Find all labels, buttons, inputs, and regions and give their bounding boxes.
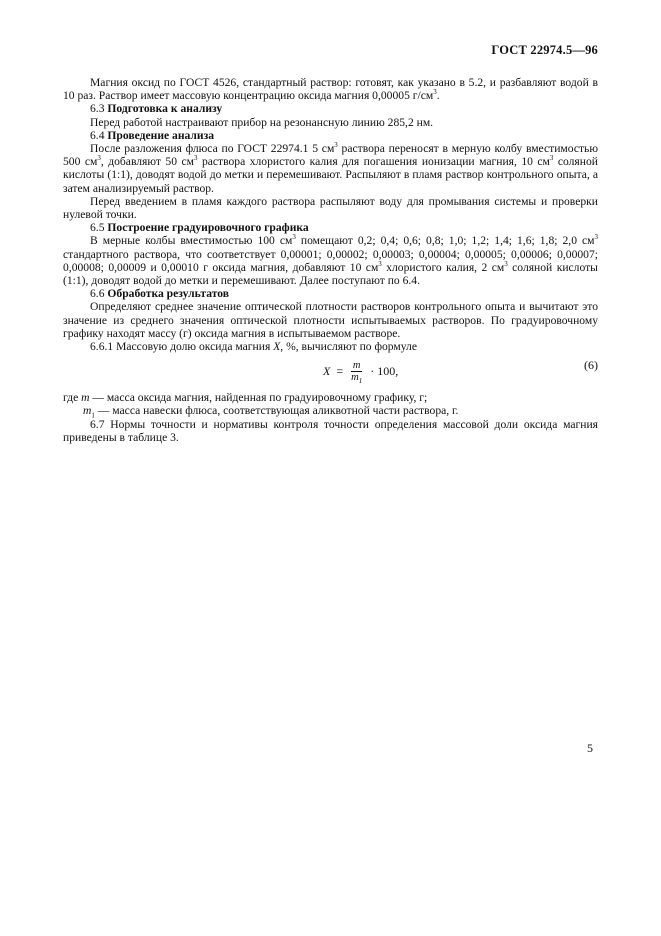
formula-rest: · 100, — [370, 364, 399, 379]
paragraph-magnesium-oxide — [63, 76, 598, 102]
text: помещают 0,2; 0,4; 0,6; 0,8; 1,0; 1,2; 1,4; 1,6; 1,8; 2,0 см — [295, 234, 595, 248]
section-title: Построение градуировочного графика — [107, 221, 309, 235]
document-header: ГОСТ 22974.5—96 — [491, 43, 598, 57]
superscript: 3 — [433, 88, 437, 97]
text: — масса оксида магния, найденная по градуировочному графику, г; — [92, 391, 428, 405]
text: стандартного раствора, что соответствует 0,00001; 0,00002; 0,00003; 0,00004; 0,00005; 0,00006; 0,00007; 0,00008; 0,00009 и 0,00010 г оксида магния, добавляют 10 см — [63, 247, 598, 274]
section-number: 6.5 — [90, 221, 105, 235]
text: 6.6.1 Массовую долю оксида магния — [90, 340, 271, 354]
text: После разложения флюса по ГОСТ 22974.1 5 см — [90, 142, 335, 156]
fraction-numerator: m — [352, 360, 361, 372]
text: соляной кислоты (1:1), доводят водой до метки и перемешивают. Далее поступают по 6.4. — [63, 260, 598, 288]
text: , %, вычисляют по формуле — [280, 340, 417, 354]
paragraph-6-6: Определяют среднее значение оптической плотности растворов контрольного опыта и вычитают это значение из среднего значения оптической плотности испытываемых растворов. По градуировочному графику находят массу (г) оксида магния в испытываемом растворе. — [63, 300, 598, 340]
text: раствора переносят в мерную колбу вместимостью 500 см — [63, 142, 598, 169]
paragraph-6-4-water: Перед введением в пламя каждого раствора распыляют воду для промывания системы и проверки нулевой точки. — [63, 194, 598, 222]
where-m1 — [63, 404, 598, 420]
formula-expression — [323, 360, 399, 386]
formula-equals: = — [336, 364, 344, 379]
document-body — [63, 76, 598, 444]
section-6-6-heading — [63, 287, 598, 300]
text: раствора хлористого калия для погашения ионизации магния, 10 см — [197, 155, 550, 169]
formula-lhs: X — [323, 364, 331, 379]
variable: X — [273, 340, 281, 354]
section-6-3-heading — [63, 102, 598, 115]
text: . — [436, 89, 440, 103]
section-number: 6.6 — [90, 287, 105, 301]
superscript: 3 — [292, 233, 296, 242]
section-title: Подготовка к анализу — [107, 102, 223, 116]
section-title: Обработка результатов — [107, 287, 230, 301]
text: хлористого калия, 2 см — [381, 260, 505, 274]
paragraph-6-3: Перед работой настраивают прибор на резонансную линию 285,2 нм. — [90, 115, 434, 129]
text: Магния оксид по ГОСТ 4526, стандартный раствор: готовят, как указано в 5.2, и разбавляют водой в 10 раз. Раствор имеет массовую концентрацию оксида магния 0,00005 г/см — [63, 76, 598, 103]
paragraph-6-7: 6.7 Нормы точности и нормативы контроля точности определения массовой доли оксида магния приведены в таблице 3. — [63, 417, 598, 444]
superscript: 3 — [193, 154, 198, 163]
variable: m — [83, 404, 92, 418]
superscript: 3 — [594, 233, 598, 242]
fraction-denominator — [349, 372, 364, 386]
section-6-4-heading — [63, 129, 598, 142]
text: — масса навески флюса, соответствующая аликвотной части раствора, г. — [97, 404, 459, 418]
section-number: 6.3 — [90, 102, 105, 116]
section-6-5-heading — [63, 221, 598, 234]
text: m — [351, 372, 359, 384]
paragraph-6-6-1 — [63, 340, 598, 353]
superscript: 3 — [97, 154, 101, 163]
subscript: 1 — [358, 377, 363, 386]
formula-fraction — [349, 360, 364, 386]
text: В мерные колбы вместимостью 100 см — [90, 234, 293, 248]
equation-number: (6) — [584, 358, 598, 373]
paragraph-6-4 — [63, 142, 598, 195]
section-title: Проведение анализа — [107, 128, 215, 142]
where-m — [63, 391, 598, 404]
superscript: 3 — [378, 259, 382, 268]
text: соляной кислоты (1:1), доводят водой до метки и перемешивают. Распыляют в пламя раствор контрольного опыта, а затем анализируемый раствор. — [63, 155, 598, 195]
variable: m — [81, 391, 90, 405]
superscript: 3 — [549, 154, 554, 163]
superscript: 3 — [504, 259, 508, 268]
paragraph-6-5 — [63, 234, 598, 287]
text: , добавляют 50 см — [100, 155, 194, 169]
text: где — [63, 391, 79, 405]
page-number: 5 — [587, 741, 593, 755]
formula-6 — [63, 357, 598, 389]
superscript: 3 — [334, 141, 338, 150]
subscript: 1 — [91, 411, 95, 420]
section-number: 6.4 — [90, 128, 105, 142]
